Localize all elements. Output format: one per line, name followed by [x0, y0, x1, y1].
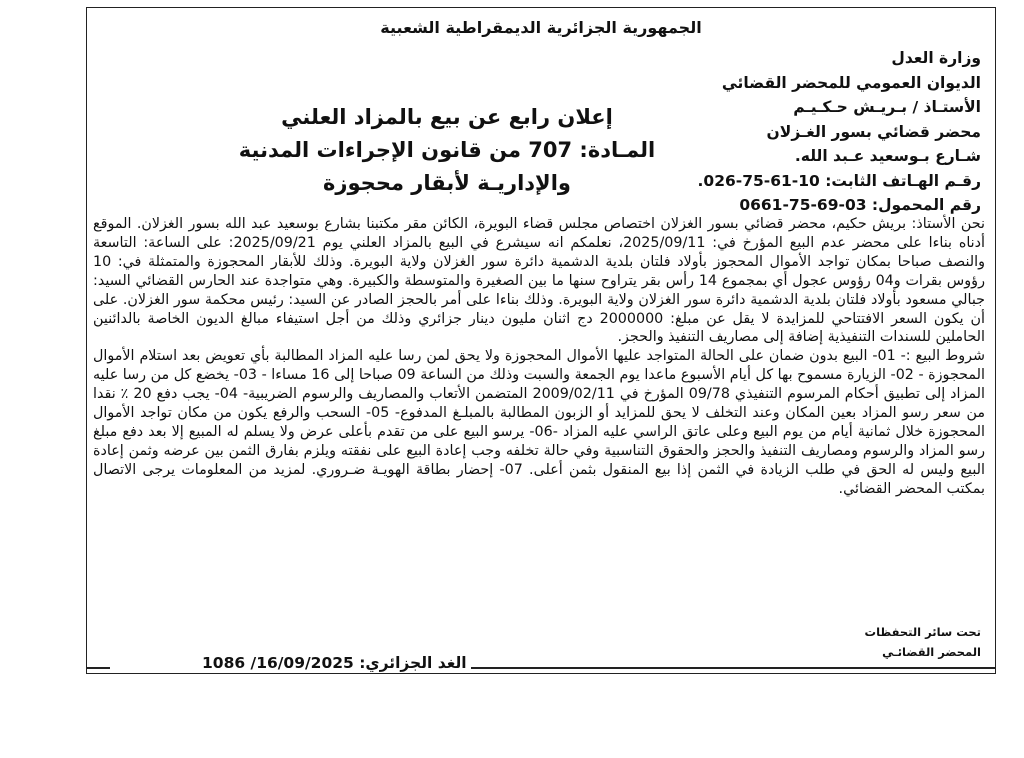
publication-issue: 1086 /16/09/2025: [202, 654, 354, 672]
announcement-frame: [86, 7, 996, 674]
publication-credit: [198, 654, 471, 672]
title-line-2: المـادة: 707 من قانون الإجراءات المدنية: [238, 138, 656, 162]
footer-rule-left: [86, 667, 110, 669]
street-line: شـارع بـوسعيد عـبد الله.: [794, 147, 981, 165]
bailiff-name: الأستـاذ / بـريـش حـكـيـم: [793, 98, 981, 116]
office-header: [661, 46, 981, 218]
republic-heading: الجمهورية الجزائرية الديمقراطية الشعبية: [380, 18, 702, 37]
ministry-line: وزارة العدل: [891, 49, 981, 67]
court-line: محضر قضائي بسور الغـزلان: [766, 122, 981, 141]
announcement-title: [212, 101, 682, 200]
office-line: الديوان العمومي للمحضر القضائي: [721, 73, 981, 92]
title-line-3: والإداريـة لأبقار محجوزة: [323, 171, 571, 195]
title-line-1: إعلان رابع عن بيع بالمزاد العلني: [281, 105, 613, 129]
publication-name: الغد الجزائري:: [359, 654, 467, 672]
publication-footer: [86, 653, 996, 681]
mobile-line: رقم المحمول: 03-69-75-0661: [739, 196, 981, 214]
announcement-body: [93, 215, 985, 499]
phone-line: رقـم الهـاتف الثابت: 10-61-75-026.: [697, 171, 981, 190]
body-paragraph-conditions: شروط البيع :- 01- البيع بدون ضمان على الحالة المتواجد عليها الأموال المحجوزة ولا يحق لمن رسا عليه المزاد المطالبة بأي تعويض بعد استلام الأموال المحجوزة - 02- الزيارة مسموح بها كل أيام الأسبوع ماعدا يوم الجمعة والسبت وذلك من الساعة 09 صباحا إلى 16 مساءا - 03- يخضع كل من رسا عليه المزاد إلى تطبيق أحكام المرسوم التنفيذي 09/78 المؤرخ في 2009/02/11 المتضمن الأتعاب والمصاريف والرسوم الضريبية- 04- يجب دفع 20 ٪ نقدا من سعر رسو المزاد بعين المكان وعند التخلف لا يحق للمزايد أو الزبون المطالبة بالمبلـغ المدفوع- 05- السحب والرفع يكون من مكان تواجد الأموال المحجوزة خلال ثمانية أيام من يوم البيع وعلى عاتق الراسي عليه المزاد -06- يرسو البيع على من تقدم بأعلى عرض ولا يسلم له المبيع إلا بعد دفع مبلغ رسو المزاد والرسوم ومصاريف التنفيذ والحجز والحقوق التناسبية وفي حالة تخلفه وجب إعادة البيع على نفقته ويلزم بفارق الثمن بين عرضه وثمن إعادة البيع وليس له الحق في طلب الزيادة في الثمن إذا بيع المنقول بثمن أعلى. 07- إحضار بطاقة الهويـة ضـروري. لمزيد من المعلومات يرجى الاتصال بمكتب المحضر القضائي.: [93, 348, 986, 497]
body-paragraph-intro: نحن الأستاذ: بريش حكيم، محضر قضائي بسور الغزلان اختصاص مجلس قضاء البويرة، الكائن مقر مكتبنا بشارع بوسعيد عبد الله بسور الغزلان. الموقع أدناه بناءا على محضر عدم البيع المؤرخ في: 2025/09/11، نعلمكم انه سيشرع في البيع بالمزاد العلني يوم 2025/09/21: على الساعة: التاسعة والنصف صباحا بمكان تواجد الأموال المحجوز بأولاد فلتان بلدية الدشمية دائرة سور الغزلان ولاية البويرة. وذلك للأبقار المحجوزة والمتمثلة في: 10 رؤوس بقرات و04 رؤوس عجول أي بمجموع 14 رأس بقر يتراوح سنها ما بين الصغيرة والمتوسطة والكبيرة. وهي متواجدة عند الحارس القضائي السيد: جبالي مسعود بأولاد فلتان بلدية الدشمية دائرة سور الغزلان ولاية البويرة. وذلك بناءا على أمر بالحجز الصادر عن السيد: رئيس محكمة سور الغزلان. على أن يكون السعر الافتتاحي للمزايدة لا يقل عن مبلغ: 2000000 دج اثنان مليون دينار جزائري وذلك من أجل استيفاء مبالغ الديون الخاصة بالدائنين الحاملين للسندات التنفيذية إضافة إلى مصاريف التنفيذ والحجز.: [93, 216, 985, 346]
signature-reservation: تحت سائر التحفظات: [864, 625, 981, 639]
signature-role: المحضر القضائـي: [882, 645, 981, 659]
